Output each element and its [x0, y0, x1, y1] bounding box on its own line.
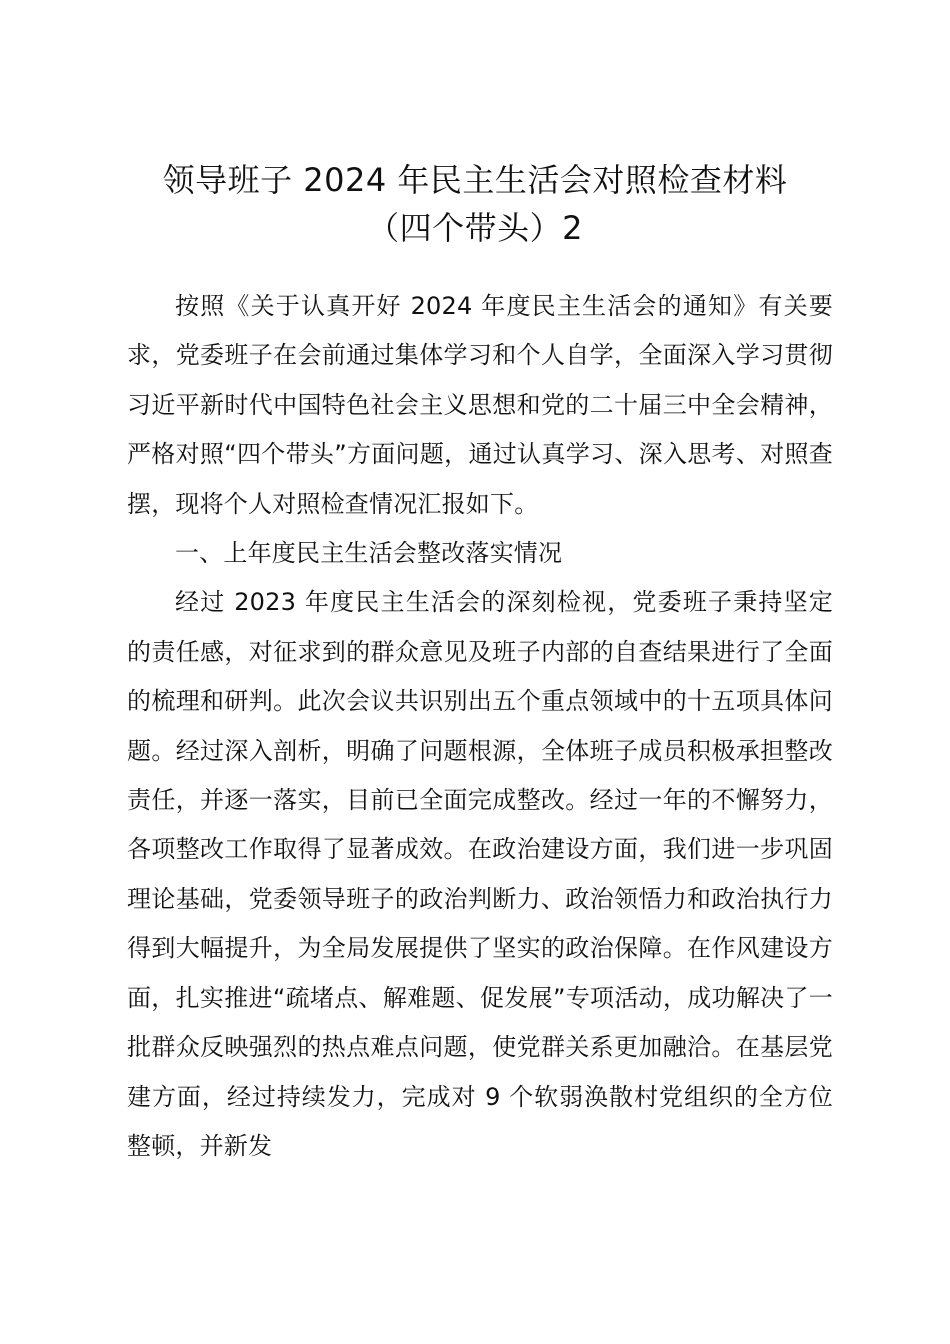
document-title — [118, 156, 832, 252]
section-heading-1: 一、上年度民主生活会整改落实情况 — [175, 539, 563, 568]
title-line-1: 领导班子 2024 年民主生活会对照检查材料 — [162, 161, 788, 199]
intro-paragraph: 按照《关于认真开好 2024 年度民主生活会的通知》有关要求，党委班子在会前通过集体学习和个人自学，全面深入学习贯彻习近平新时代中国特色社会主义思想和党的二十届三中全会精神，严格对照“四个带头”方面问题，通过认真学习、深入思考、对照查摆，现将个人对照检查情况汇报如下。 — [127, 292, 833, 518]
title-line-2: （四个带头）2 — [367, 209, 583, 247]
section-paragraph-1: 经过 2023 年度民主生活会的深刻检视，党委班子秉持坚定的责任感，对征求到的群众意见及班子内部的自查结果进行了全面的梳理和研判。此次会议共识别出五个重点领域中的十五项具体问题。经过深入剖析，明确了问题根源，全体班子成员积极承担整改责任，并逐一落实，目前已全面完成整改。经过一年的不懈努力，各项整改工作取得了显著成效。在政治建设方面，我们进一步巩固理论基础，党委领导班子的政治判断力、政治领悟力和政治执行力得到大幅提升，为全局发展提供了坚实的政治保障。在作风建设方面，扎实推进“疏堵点、解难题、促发展”专项活动，成功解决了一批群众反映强烈的热点难点问题，使党群关系更加融洽。在基层党建方面，经过持续发力，完成对 9 个软弱涣散村党组织的全方位整顿，并新发 — [127, 588, 833, 1160]
document-body — [127, 282, 833, 1171]
